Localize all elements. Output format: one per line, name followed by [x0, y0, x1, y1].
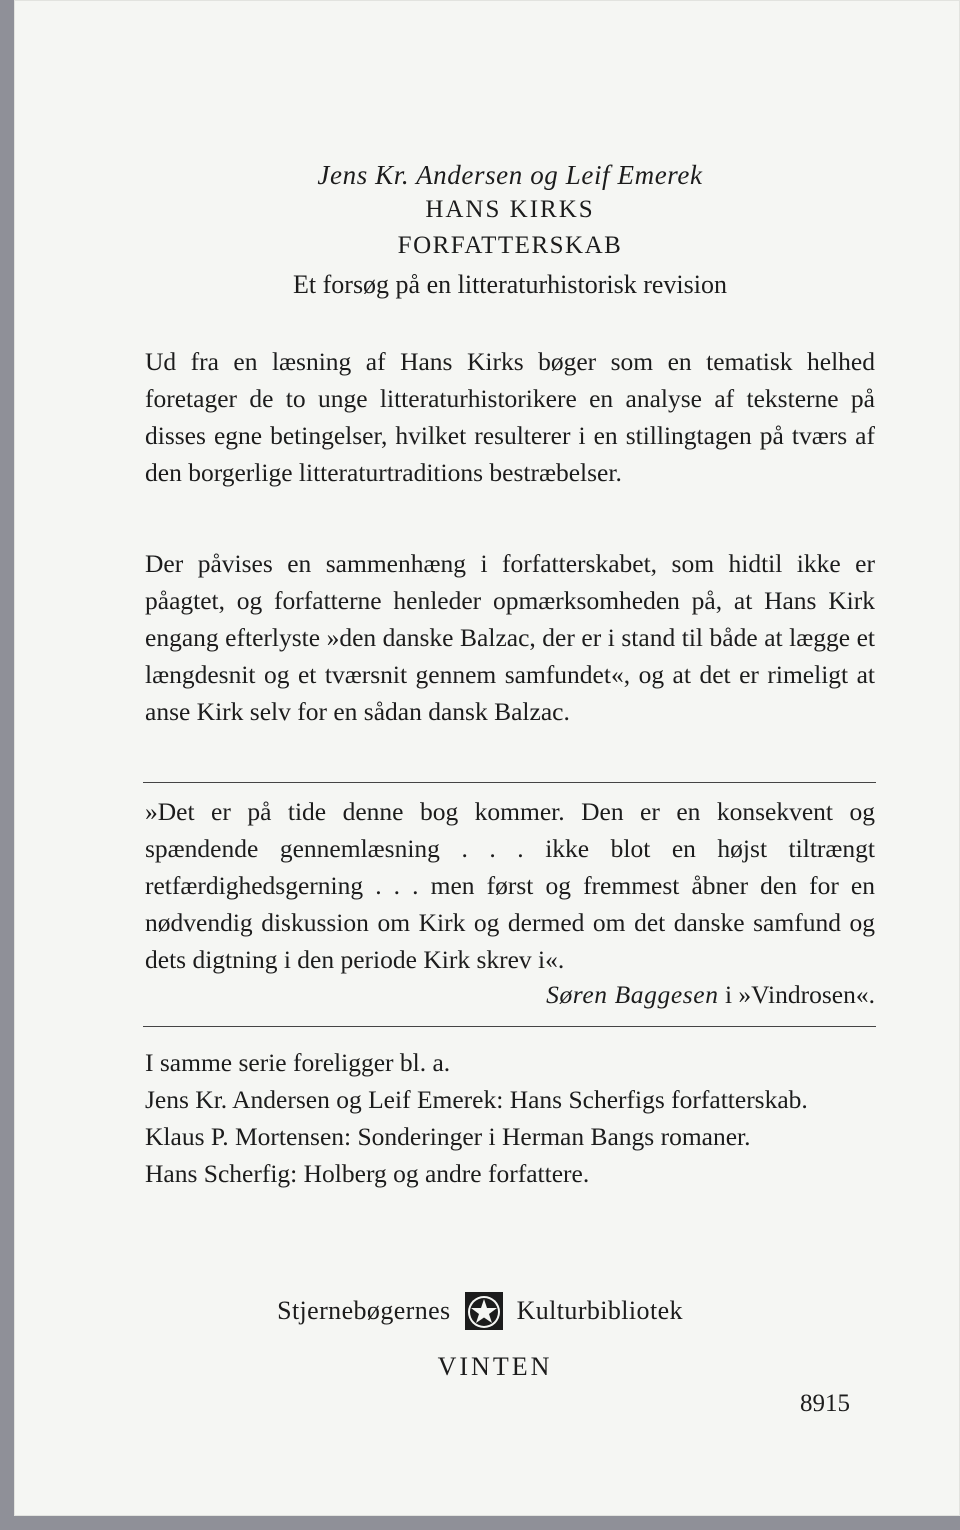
review-quote: »Det er på tide denne bog kommer. Den er en konsekvent og spændende gennemlæsning . . . ikke blot en højst tiltrængt retfærdighedsgerning . . . men først og fremmest åbner den for en nødvendig diskussion om Kirk og dermed om det danske samfund og dets digtning i den periode Kirk skrev i«.: [145, 797, 875, 974]
review-source: i »Vindrosen«.: [724, 980, 875, 1009]
series-name-right: Kulturbibliotek: [516, 1296, 683, 1325]
series-item: Hans Scherfig: Holberg og andre forfattere.: [145, 1159, 590, 1188]
series-intro: I samme serie foreligger bl. a.: [145, 1048, 451, 1077]
description-paragraph-1: Ud fra en læsning af Hans Kirks bøger som en tematisk helhed foretager de to unge litteraturhistorikere en analyse af teksterne på disses egne betingelser, hvilket resulterer i en stillingtagen på tværs af den borgerlige litteraturtraditions bestræbelser.: [145, 347, 875, 487]
series-name-left: Stjernebøgernes: [277, 1296, 451, 1325]
publisher-name: VINTEN: [437, 1352, 553, 1381]
description-paragraph-2: Der påvises en sammenhæng i forfatterskabet, som hidtil ikke er påagtet, og forfatterne henleder opmærksomheden på, at Hans Kirk engang efterlyste »den danske Balzac, der er i stand til både at lægge et længdesnit og et tværsnit gennem samfundet«, og at det er rimeligt at anse Kirk selv for en sådan dansk Balzac.: [145, 549, 875, 726]
review-attribution: [145, 980, 875, 1010]
book-subtitle: Et forsøg på en litteraturhistorisk revision: [293, 270, 727, 299]
book-title-line-2: FORFATTERSKAB: [397, 232, 623, 259]
divider-bottom: [143, 1026, 876, 1027]
book-title-line-1: HANS KIRKS: [425, 196, 595, 223]
series-item: Jens Kr. Andersen og Leif Emerek: Hans Scherfigs forfatterskab.: [145, 1085, 808, 1114]
series-item: Klaus P. Mortensen: Sonderinger i Herman Bangs romaner.: [145, 1122, 751, 1151]
publisher-series-line: [0, 1290, 960, 1332]
authors-line: Jens Kr. Andersen og Leif Emerek: [317, 160, 703, 190]
pentagram-star-icon: [463, 1290, 505, 1332]
reviewer-name: Søren Baggesen: [546, 980, 719, 1009]
series-list: [145, 1044, 875, 1192]
divider-top: [143, 782, 876, 783]
book-back-cover: [14, 0, 960, 1516]
catalog-number: 8915: [800, 1390, 850, 1417]
